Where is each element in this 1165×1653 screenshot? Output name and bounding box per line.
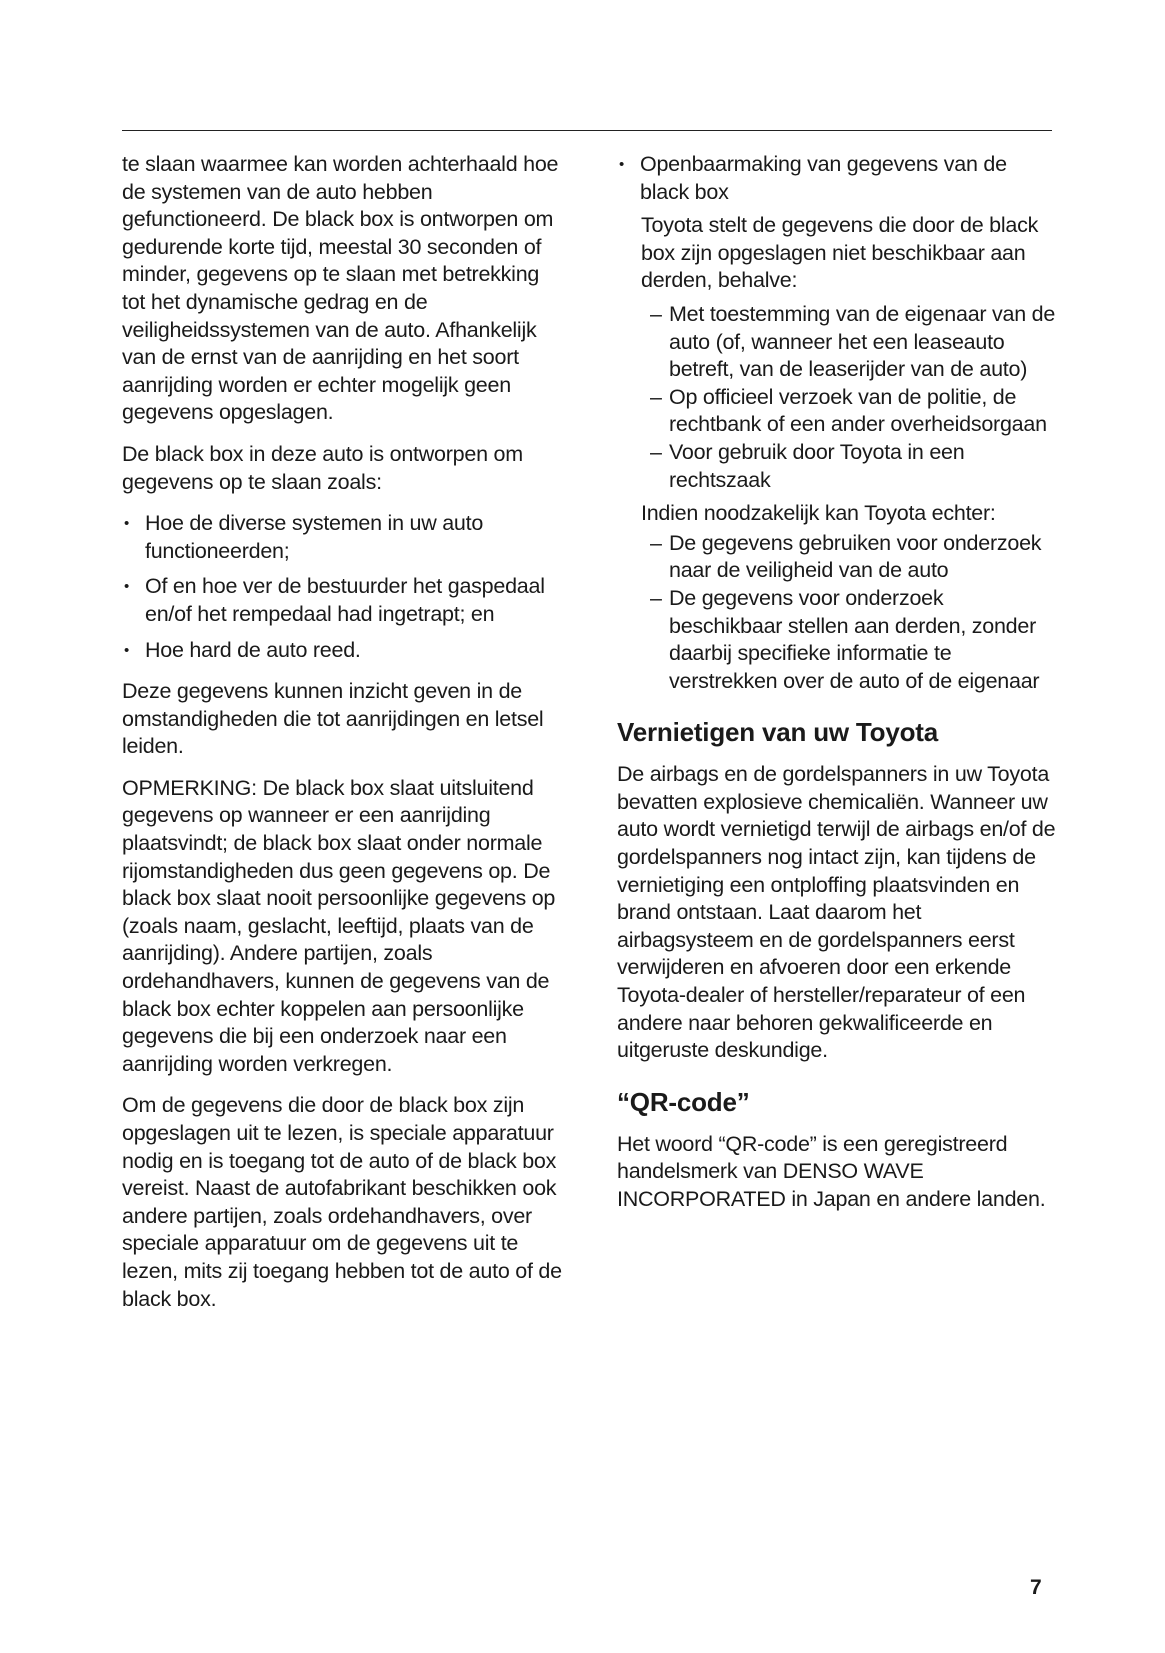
list-item: – De gegevens voor onderzoek beschikbaar stellen aan derden, zonder daarbij specifieke informatie te verstrekken over de auto of de eigenaar bbox=[641, 585, 1057, 695]
list-item: • Of en hoe ver de bestuurder het gaspedaal en/of het rempedaal had ingetrapt; en bbox=[122, 573, 562, 628]
list-item: • Hoe de diverse systemen in uw auto functioneerden; bbox=[122, 510, 562, 565]
disclosure-list bbox=[617, 151, 1057, 206]
paragraph-disclosure-intro: Toyota stelt de gegevens die door de black box zijn opgeslagen niet beschikbaar aan derden, behalve: bbox=[641, 213, 1039, 293]
paragraph-black-box-intro: te slaan waarmee kan worden achterhaald hoe de systemen van de auto hebben gefunctioneerd. De black box is ontworpen om gedurende korte tijd, meestal 30 seconden of minder, gegevens op te slaan met betrekking tot het dynamische gedrag en de veiligheidssystemen van de auto. Afhankelijk van de ernst van de aanrijding en het soort aanrijding worden er echter mogelijk geen gegevens opgeslagen. bbox=[122, 152, 559, 425]
list-item: – Met toestemming van de eigenaar van de auto (of, wanneer het een leaseauto betreft, van de leaserijder van de auto) bbox=[641, 301, 1057, 384]
paragraph-destroy: De airbags en de gordelspanners in uw Toyota bevatten explosieve chemicaliën. Wanneer uw auto wordt vernietigd terwijl de airbags en/of de gordelspanners nog intact zijn, kan tijdens de vernietiging een ontploffing plaatsvinden en brand ontstaan. Laat daarom het airbagsysteem en de gordelspanners eerst verwijderen en afvoeren door een erkende Toyota-dealer of hersteller/reparateur of een andere naar behoren gekwalificeerde en uitgeruste deskundige. bbox=[617, 762, 1056, 1063]
paragraph-read-data: Om de gegevens die door de black box zijn opgeslagen uit te lezen, is speciale apparatuur nodig en is toegang tot de auto of de black box vereist. Naast de autofabrikant beschikken ook andere partijen, zoals ordehandhavers, over speciale apparatuur om de gegevens uit te lezen, mits zij toegang hebben tot de auto of de black box. bbox=[122, 1093, 562, 1311]
heading-vernietigen: Vernietigen van uw Toyota bbox=[617, 717, 939, 748]
right-column bbox=[617, 151, 1057, 1228]
list-item: • Hoe hard de auto reed. bbox=[122, 637, 562, 665]
left-column bbox=[122, 151, 562, 1327]
page-number: 7 bbox=[1030, 1576, 1042, 1599]
paragraph-stored-data: De black box in deze auto is ontworpen om gegevens op te slaan zoals: bbox=[122, 441, 523, 494]
top-rule bbox=[122, 130, 1052, 131]
paragraph-if-necessary: Indien noodzakelijk kan Toyota echter: bbox=[641, 501, 996, 526]
paragraph-note: OPMERKING: De black box slaat uitsluitend gegevens op wanneer er een aanrijding plaatsvindt; de black box slaat onder normale rijomstandigheden dus geen gegevens op. De black box slaat nooit persoonlijke gegevens op (zoals naam, geslacht, leeftijd, plaats van de aanrijding). Andere partijen, zoals ordehandhavers, kunnen de gegevens van de black box echter koppelen aan persoonlijke gegevens die bij een onderzoek naar een aanrijding worden verkregen. bbox=[122, 775, 556, 1076]
paragraph-insight: Deze gegevens kunnen inzicht geven in de omstandigheden die tot aanrijdingen en letsel leiden. bbox=[122, 679, 544, 759]
heading-qr-code: “QR-code” bbox=[617, 1086, 750, 1117]
list-item: – Op officieel verzoek van de politie, de rechtbank of een ander overheidsorgaan bbox=[641, 384, 1057, 439]
exception-list bbox=[641, 301, 1057, 494]
list-item: – De gegevens gebruiken voor onderzoek naar de veiligheid van de auto bbox=[641, 530, 1057, 585]
list-item: – Voor gebruik door Toyota in een rechtszaak bbox=[641, 439, 1057, 494]
list-item-disclosure-title: • Openbaarmaking van gegevens van de black box bbox=[617, 151, 1057, 206]
stored-data-list bbox=[122, 510, 562, 664]
paragraph-qr: Het woord “QR-code” is een geregistreerd handelsmerk van DENSO WAVE INCORPORATED in Japan en andere landen. bbox=[617, 1131, 1046, 1211]
usage-list bbox=[641, 530, 1057, 696]
